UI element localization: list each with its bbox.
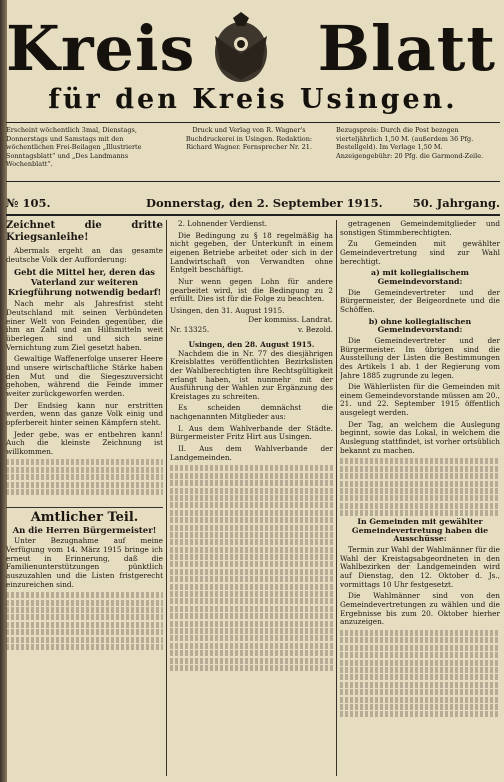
illegible-text-line: [340, 630, 500, 636]
signature-office: Der kommiss. Landrat.: [248, 314, 333, 324]
notice-address: An die Herren Bürgermeister!: [12, 525, 157, 536]
illegible-text-line: [340, 682, 500, 688]
section-heading: a) mit kollegialischem Gemeindevorstand:: [371, 268, 469, 286]
publisher-info: Druck und Verlag von R. Wagner's Buchdruckerei in Usingen. Redaktion: Richard Wagner. Fernsprecher Nr. 21.: [185, 126, 313, 151]
column-middle: [170, 220, 333, 776]
article-paragraph: Zu Gemeinden mit gewählter Gemeindevertretung sind zur Wahl berechtigt.: [340, 239, 500, 266]
article-paragraph: Die Gemeindevertreter und der Bürgermeister. Im übrigen sind die Ausstellung der Listen die Bestimmungen des Artikels 1 ab. 1 der Regierung vom Jahre 1885 zugrunde zu legen.: [340, 335, 500, 380]
column-rule: [336, 220, 337, 776]
article-paragraph: Die Bedingung zu § 18 regelmäßig ha nicht gegeben, der Unterkunft in einem eigenen Betriebe arbeitet oder sich in der Landwirtschaft von Verwandten ohne Entgelt beschäftigt.: [170, 230, 333, 275]
illegible-text-line: [170, 547, 333, 553]
illegible-text-line: [170, 606, 333, 612]
article-paragraph: Nachdem die in Nr. 77 des diesjährigen Kreisblattes veröffentlichten Bezirkslisten der Wahlberechtigten ihre Rechtsgültigkeit erlangt haben, ist nunmehr mit der Ausführung der Wahlen zur Ergänzung des Kreistages zu schreiten.: [170, 348, 333, 401]
official-section-title: Amtlicher Teil.: [6, 507, 163, 523]
dateline: [6, 196, 500, 216]
illegible-text-line: [340, 674, 500, 680]
illegible-text-line: [170, 665, 333, 671]
illegible-text-line: [6, 614, 163, 620]
illegible-text-line: [6, 592, 163, 598]
signatory-name: v. Bezold.: [297, 325, 333, 335]
illegible-text-line: [170, 488, 333, 494]
illegible-text-line: [6, 459, 163, 465]
illegible-text-line: [170, 480, 333, 486]
illegible-text-line: [340, 473, 500, 479]
reference-number: Nr. 13325.: [170, 325, 210, 335]
illegible-text-line: [170, 554, 333, 560]
article-paragraph: Die Gemeindevertreter und der Bürgermeister, der Beigeordnete und die Schöffen.: [340, 287, 500, 314]
article-paragraph: Unter Bezugnahme auf meine Verfügung vom 14. März 1915 bringe ich erneut in Erinnerung, daß die Familienunterstützungen pünktlich auszuzahlen und die Listen fristgerecht einzureichen sind.: [6, 536, 163, 589]
illegible-text-line: [170, 465, 333, 471]
illegible-text-line: [6, 600, 163, 606]
illegible-text-line: [340, 660, 500, 666]
section-heading: b) ohne kollegialischen Gemeindevorstand:: [368, 316, 472, 335]
illegible-text-line: [340, 503, 500, 509]
illegible-text-line: [340, 466, 500, 472]
volume-year: 50. Jahrgang.: [412, 196, 500, 210]
masthead: [6, 4, 500, 124]
illegible-text-line: [170, 650, 333, 656]
signature-block: [170, 326, 333, 335]
illegible-text-line: [170, 628, 333, 634]
article-paragraph: I. Aus dem Wahlverbande der Städte. Bürgermeister Fritz Hirt aus Usingen.: [170, 423, 333, 442]
column-left: [6, 220, 163, 776]
article-paragraph: getragenen Gemeindemitglieder und sonstigen Stimmberechtigten.: [340, 220, 500, 237]
war-bond-heading: Zeichnet die dritte Kriegsanleihe!: [6, 220, 163, 243]
article-paragraph: 2. Lohnender Verdienst.: [178, 220, 268, 228]
article-paragraph: Der Endsieg kann nur erstritten werden, wenn das ganze Volk einig und opferbereit hinter seinen Kämpfern steht.: [6, 400, 163, 427]
illegible-text-line: [170, 658, 333, 664]
article-paragraph: Die Wahlmänner sind von den Gemeindevertretungen zu wählen und die Ergebnisse bis zum 20. Oktober hierher anzuzeigen.: [340, 591, 500, 627]
publication-schedule: Erscheint wöchentlich 3mal, Dienstags, Donnerstags und Samstags mit den wöchentlichen Frei-Beilagen „Illustrierte Sonntagsblatt“ und „Des Landmanns Wochenblatt“.: [6, 126, 142, 168]
illegible-text-line: [170, 525, 333, 531]
illegible-text-line: [170, 473, 333, 479]
illegible-text-line: [170, 495, 333, 501]
issue-date: Donnerstag, den 2. September 1915.: [146, 196, 383, 210]
illegible-text-line: [170, 635, 333, 641]
article-paragraph: Die Wählerlisten für die Gemeinden mit einem Gemeindevorstande müssen am 20., 21. und 22. September 1915 öffentlich ausgelegt werden.: [340, 382, 500, 418]
masthead-title-right: Blatt: [317, 12, 496, 85]
illegible-text-line: [170, 598, 333, 604]
article-paragraph: Jeder gebe, was er entbehren kann! Auch die kleinste Zeichnung ist willkommen.: [6, 429, 163, 456]
illegible-text-line: [340, 667, 500, 673]
section-heading: In Gemeinden mit gewählter Gemeindevertretung haben die Ausschüsse:: [351, 517, 489, 544]
masthead-title-left: Kreis: [6, 12, 196, 85]
issue-number: № 105.: [6, 196, 51, 210]
illegible-text-line: [340, 510, 500, 516]
illegible-text-line: [6, 622, 163, 628]
war-bond-motto: Gebt die Mittel her, deren das Vaterland zur weiteren Kriegführung notwendig bedarf!: [7, 267, 162, 298]
article-paragraph: Nach mehr als Jahresfrist steht Deutschland mit seinen Verbündeten einer Welt von Feinden gegenüber, die ihm an Zahl und an Hilfsmitteln weit überlegen sind und sich seine Vernichtung zum Ziel gesetzt haben.: [6, 299, 163, 352]
illegible-text-line: [170, 613, 333, 619]
illegible-text-line: [340, 704, 500, 710]
column-right: [340, 220, 500, 776]
illegible-text-line: [340, 697, 500, 703]
illegible-text-line: [170, 510, 333, 516]
illegible-text-line: [170, 561, 333, 567]
illegible-text-line: [6, 467, 163, 473]
illegible-text-line: [6, 607, 163, 613]
prussian-eagle-crest-icon: [201, 8, 281, 88]
illegible-text-line: [340, 652, 500, 658]
illegible-text-line: [340, 645, 500, 651]
article-paragraph: Abermals ergeht an das gesamte deutsche Volk der Aufforderung:: [6, 246, 163, 264]
illegible-text-line: [6, 644, 163, 650]
article-paragraph: Termin zur Wahl der Wahlmänner für die Wahl der Kreistagsabgeordneten in den Wahlbezirken der Landgemeinden wird auf Dienstag, den 12. Oktober d. Js., vormittags 10 Uhr festgesetzt.: [340, 545, 500, 589]
illegible-text-line: [170, 621, 333, 627]
illegible-text-line: [6, 482, 163, 488]
illegible-text-line: [6, 629, 163, 635]
illegible-text-line: [340, 495, 500, 501]
illegible-text-line: [340, 481, 500, 487]
signature-place: Usingen, den 31. August 1915.: [170, 305, 285, 315]
illegible-text-line: [170, 584, 333, 590]
illegible-text-line: [340, 711, 500, 717]
masthead-subtitle: für den Kreis Usingen.: [48, 84, 458, 115]
illegible-text-line: [170, 517, 333, 523]
illegible-text-line: [170, 591, 333, 597]
subscription-price: Bezugspreis: Durch die Post bezogen vierteljährlich 1,50 M. (außerdem 36 Pfg. Bestellgeld). Im Verlage 1,50 M. Anzeigengebühr: 20 Pfg. die Garmond-Zeile.: [336, 126, 484, 160]
article-paragraph: Der Tag, an welchem die Auslegung beginnt, sowie das Lokal, in welchem die Auslegung stattfindet, ist vorher ortsüblich bekannt zu machen.: [340, 419, 500, 455]
illegible-text-line: [170, 502, 333, 508]
illegible-text-line: [6, 489, 163, 495]
illegible-text-line: [170, 539, 333, 545]
illegible-text-line: [340, 689, 500, 695]
illegible-text-line: [6, 637, 163, 643]
article-paragraph: Nur wenn gegen Lohn für andere gearbeitet wird, ist die Bedingung zu 2 erfüllt. Dies ist für die Folge zu beachten.: [170, 276, 333, 304]
illegible-text-line: [170, 643, 333, 649]
publication-info-bar: [6, 122, 500, 182]
article-paragraph: II. Aus dem Wahlverbande der Landgemeinden.: [170, 444, 333, 462]
column-rule: [166, 220, 167, 776]
illegible-text-line: [170, 576, 333, 582]
article-paragraph: Gewaltige Waffenerfolge unserer Heere und unsere wirtschaftliche Stärke haben den Mut und die Siegeszuversicht gehoben, während die Feinde immer weiter zurückgeworfen werden.: [6, 354, 163, 398]
article-paragraph: Es scheiden demnächst die nachgenannten Mitglieder aus:: [170, 403, 333, 422]
notice-date: Usingen, den 28. August 1915.: [188, 339, 315, 349]
illegible-text-line: [340, 458, 500, 464]
illegible-text-line: [6, 474, 163, 480]
illegible-text-line: [340, 637, 500, 643]
illegible-text-line: [340, 488, 500, 494]
illegible-text-line: [170, 532, 333, 538]
illegible-text-line: [170, 569, 333, 575]
